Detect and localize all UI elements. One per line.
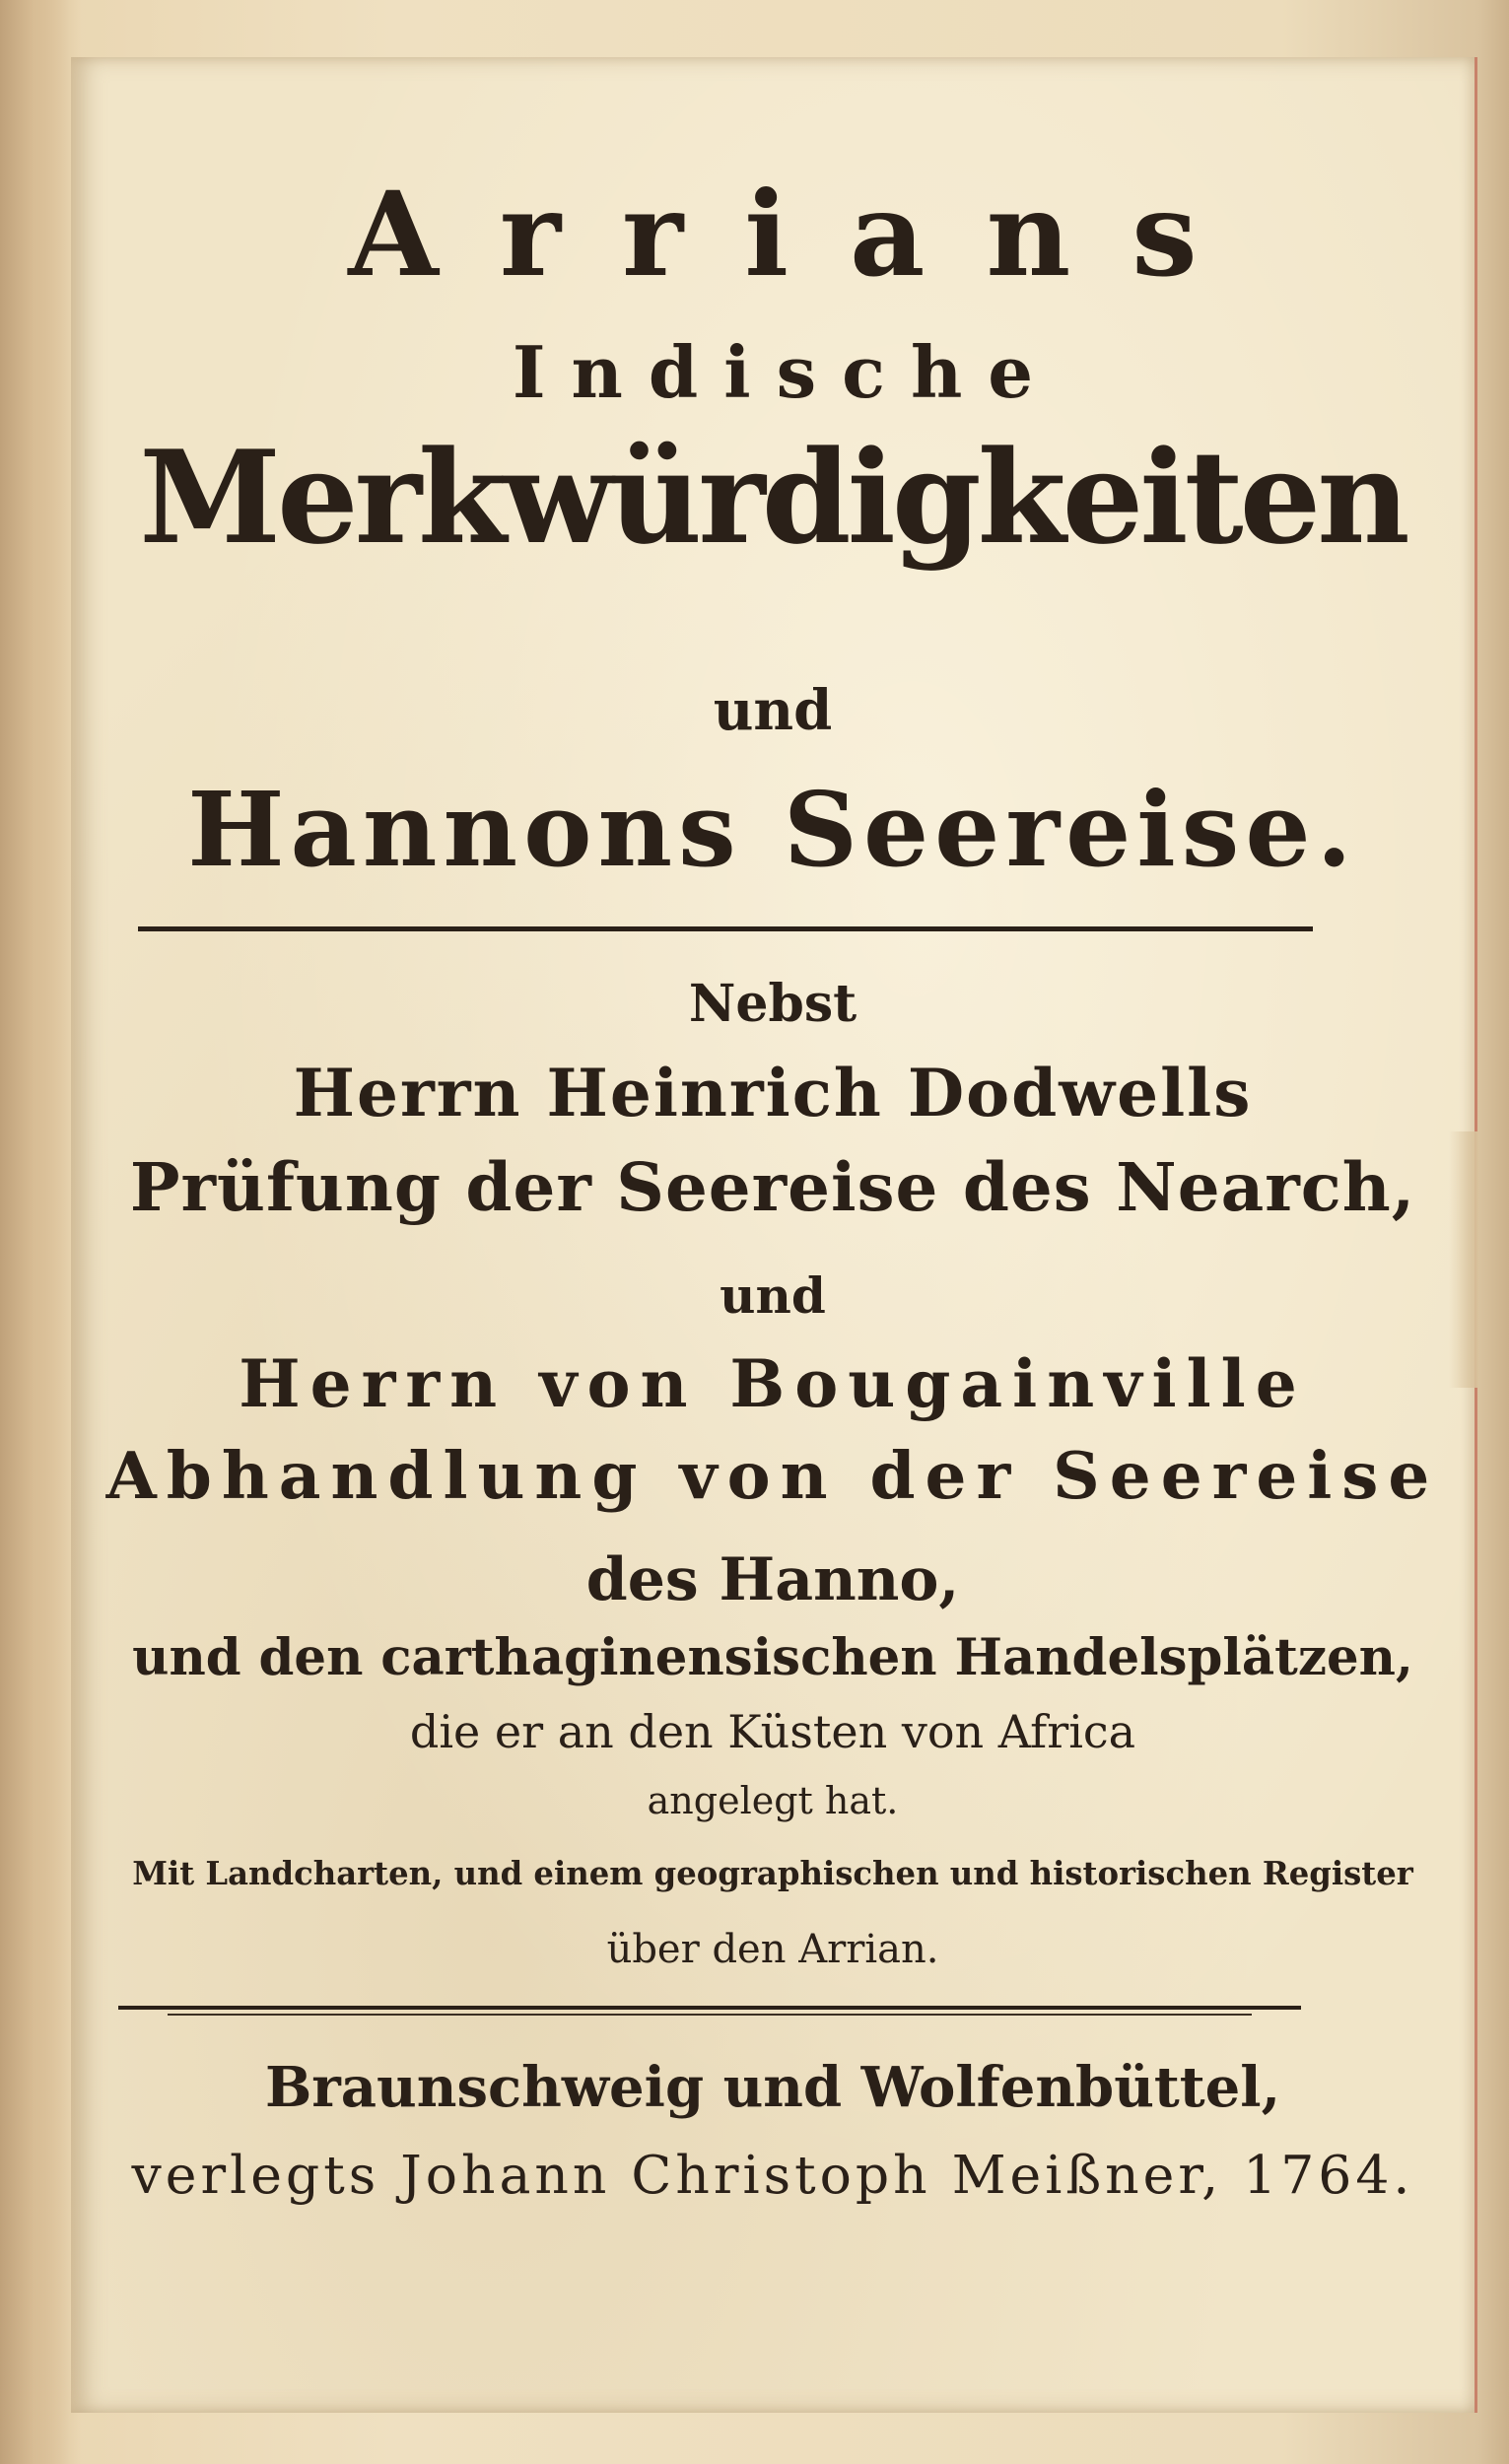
bougainville-name: Herrn von Bougainville bbox=[239, 1345, 1307, 1422]
hanno-line: des Hanno, bbox=[585, 1545, 960, 1614]
rule-top bbox=[138, 926, 1313, 931]
second-title: Hannons Seereise. bbox=[187, 769, 1358, 890]
imprint-publisher: verlegts Johann Christoph Meißner, 1764. bbox=[131, 2144, 1414, 2206]
rule-bottom bbox=[118, 2006, 1301, 2010]
nebst-line: Nebst bbox=[688, 974, 857, 1034]
conjunction-und-1: und bbox=[713, 678, 833, 743]
maps-note: Mit Landcharten, und einem geographischen und historischen Register bbox=[132, 1855, 1413, 1892]
conjunction-und-2: und bbox=[720, 1266, 826, 1325]
imprint-place: Braunschweig und Wolfenbüttel, bbox=[264, 2055, 1281, 2120]
dodwell-work: Prüfung der Seereise des Nearch, bbox=[129, 1148, 1416, 1226]
subtitle-indische: Indische bbox=[512, 330, 1060, 414]
angelegt-line: angelegt hat. bbox=[647, 1779, 899, 1822]
main-title: Merkwürdigkeiten bbox=[139, 422, 1406, 573]
africa-line: die er an den Küsten von Africa bbox=[409, 1705, 1136, 1758]
bougainville-work: Abhandlung von der Seereise bbox=[105, 1437, 1440, 1514]
carthage-line: und den carthaginensischen Handelsplätzen, bbox=[132, 1628, 1413, 1687]
arrian-note: über den Arrian. bbox=[606, 1927, 939, 1972]
dodwell-name: Herrn Heinrich Dodwells bbox=[293, 1055, 1253, 1131]
author-title: Arrians bbox=[348, 166, 1259, 303]
book-gutter bbox=[0, 0, 81, 2464]
rule-bottom-thin bbox=[168, 2014, 1252, 2016]
